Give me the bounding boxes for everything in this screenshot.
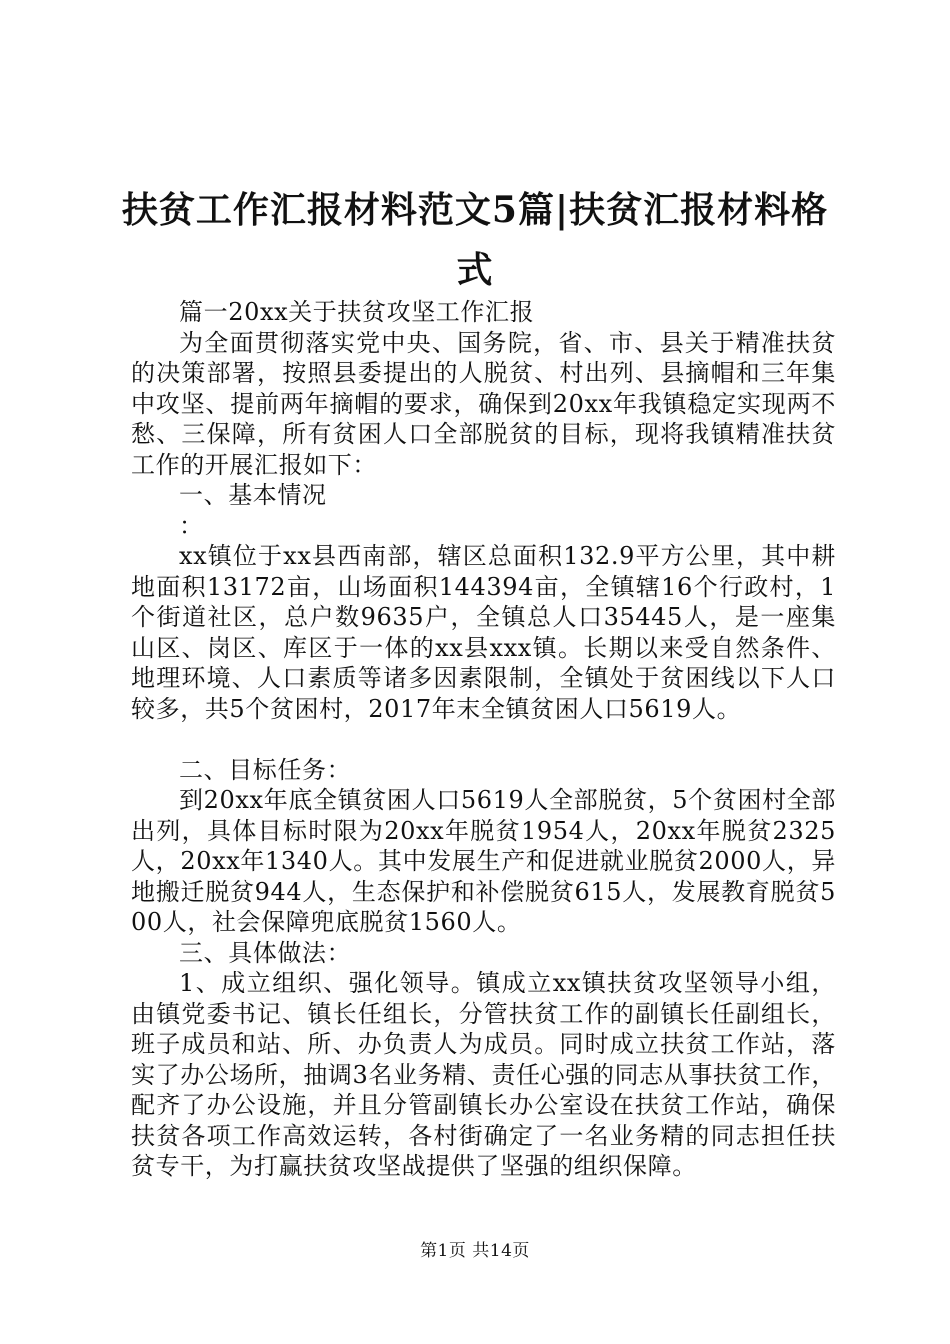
paragraph-gap: [131, 724, 836, 755]
page-number-footer: 第1页 共14页: [420, 1241, 530, 1261]
paragraph-measure-one: 1、成立组织、强化领导。镇成立xx镇扶贫攻坚领导小组，由镇党委书记、镇长任组长，分管扶贫工作的副镇长任副组长，班子成员和站、所、办负责人为成员。同时成立扶贫工作站，落实了办公场所，抽调3名业务精、责任心强的同志从事扶贫工作，配齐了办公设施，并且分管副镇长办公室设在扶贫工作站，确保扶贫各项工作高效运转，各村街确定了一名业务精的同志担任扶贫专干，为打赢扶贫攻坚战提供了坚强的组织保障。: [131, 969, 836, 1180]
section-heading-basic-situation: 一、基本情况: [179, 481, 327, 509]
document-body: [131, 297, 836, 1182]
paragraph-targets: 到20xx年底全镇贫困人口5619人全部脱贫，5个贫困村全部出列，具体目标时限为20xx年脱贫1954人，20xx年脱贫2325人，20xx年1340人。其中发展生产和促进就业脱贫2000人，异地搬迁脱贫944人，生态保护和补偿脱贫615人，发展教育脱贫500人，社会保障兜底脱贫1560人。: [131, 786, 836, 936]
section-heading-article-one: 篇一20xx关于扶贫攻坚工作汇报: [179, 298, 535, 326]
paragraph-intro: 为全面贯彻落实党中央、国务院，省、市、县关于精准扶贫的决策部署，按照县委提出的人脱贫、村出列、县摘帽和三年集中攻坚、提前两年摘帽的要求，确保到20xx年我镇稳定实现两不愁、三保障，所有贫困人口全部脱贫的目标，现将我镇精准扶贫工作的开展汇报如下：: [131, 328, 836, 479]
section-heading-measures: 三、具体做法：: [179, 938, 352, 967]
document-title-line-2: 式: [456, 249, 494, 291]
section-heading-targets: 二、目标任务：: [179, 755, 352, 784]
paragraph-basic-situation: xx镇位于xx县西南部，辖区总面积132.9平方公里，其中耕地面积13172亩，山场面积144394亩，全镇辖16个行政村，1个街道社区，总户数9635户，全镇总人口35445人，是一座集山区、岗区、库区于一体的xx县xxx镇。长期以来受自然条件、地理环境、人口素质等诸多因素限制，全镇处于贫困线以下人口较多，共5个贫困村，2017年末全镇贫困人口5619人。: [131, 542, 836, 723]
paragraph-colon: ：: [179, 511, 204, 540]
document-title-line-1: 扶贫工作汇报材料范文5篇|扶贫汇报材料格: [121, 189, 829, 231]
